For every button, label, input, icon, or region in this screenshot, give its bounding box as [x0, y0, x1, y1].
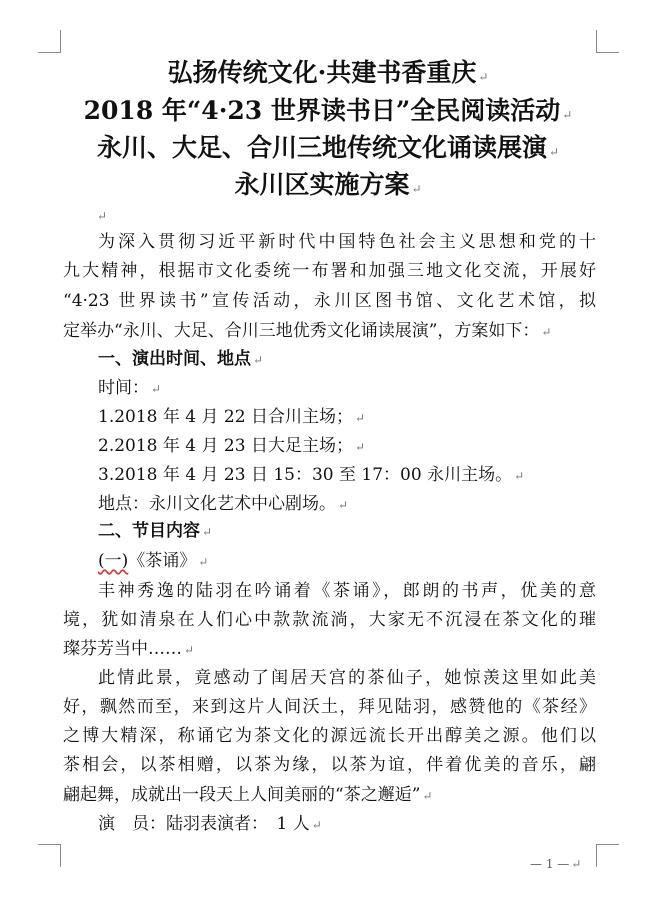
cast-line: 演 员：陆羽表演者： 1 人 ↵	[98, 814, 322, 834]
paragraph-2-line-4: 茶相会，以茶相赠，以茶为缘，以茶为谊，伴着优美的音乐，翩	[63, 755, 596, 775]
section-2-heading: 二、节目内容 ↵	[98, 521, 213, 541]
document-title-line-2: 2018 年“4·23 世界读书日”全民阅读活动 ↵	[83, 96, 573, 125]
document-title-line-4: 永川区实施方案 ↵	[234, 170, 422, 199]
crop-mark-bottom-left	[38, 844, 61, 867]
crop-mark-bottom-right	[596, 844, 619, 867]
intro-line-4: 定举办“永川、大足、合川三地优秀文化诵读展演”，方案如下： ↵	[63, 321, 552, 341]
intro-line-3: “4·23 世界读书”宣传活动，永川区图书馆、文化艺术馆，拟	[63, 291, 596, 311]
venue-line: 地点：永川文化艺术中心剧场。 ↵	[98, 494, 349, 514]
paragraph-2-line-5: 翩起舞，成就出一段天上人间美丽的“茶之邂逅” ↵	[63, 785, 433, 805]
paragraph-2-line-1: 此情此景，竟感动了闺居天宫的茶仙子，她惊羡这里如此美	[98, 668, 596, 688]
page-number-value: 1	[545, 857, 554, 871]
time-label: 时间： ↵	[98, 378, 162, 398]
paragraph-2-line-3: 之博大精深，称诵它为茶文化的源远流长开出醇美之源。他们以	[63, 726, 596, 746]
document-title-line-3: 永川、大足、合川三地传统文化诵读展演 ↵	[96, 133, 560, 162]
paragraph-2-line-2: 好，飘然而至，来到这片人间沃土，拜见陆羽，感赞他的《茶经》	[63, 697, 596, 717]
crop-mark-top-right	[596, 30, 619, 53]
page-number: — 1 — ↵	[530, 857, 582, 871]
section-1-heading: 一、演出时间、地点 ↵	[98, 349, 264, 369]
paragraph-1-line-2: 境，犹如清泉在人们心中款款流淌，大家无不沉浸在茶文化的璀	[63, 610, 596, 630]
schedule-item-1: 1.2018 年 4 月 22 日合川主场； ↵	[98, 407, 366, 427]
paragraph-1-line-1: 丰神秀逸的陆羽在吟诵着《茶诵》，郎朗的书声，优美的意	[98, 581, 596, 601]
intro-line-2: 九大精神，根据市文化委统一布署和加强三地文化交流，开展好	[63, 261, 596, 281]
crop-mark-top-left	[38, 30, 61, 53]
schedule-item-3: 3.2018 年 4 月 23 日 15：30 至 17：00 永川主场。 ↵	[98, 465, 525, 485]
intro-line-1: 为深入贯彻习近平新时代中国特色社会主义思想和党的十	[98, 232, 596, 252]
paragraph-1-line-3: 璨芬芳当中…… ↵	[63, 639, 195, 659]
empty-paragraph: ↵	[97, 209, 108, 223]
subsection-1-title: (一)《茶诵》 ↵	[98, 551, 209, 571]
document-title-line-1: 弘扬传统文化·共建书香重庆 ↵	[167, 58, 489, 87]
schedule-item-2: 2.2018 年 4 月 23 日大足主场； ↵	[98, 436, 366, 456]
